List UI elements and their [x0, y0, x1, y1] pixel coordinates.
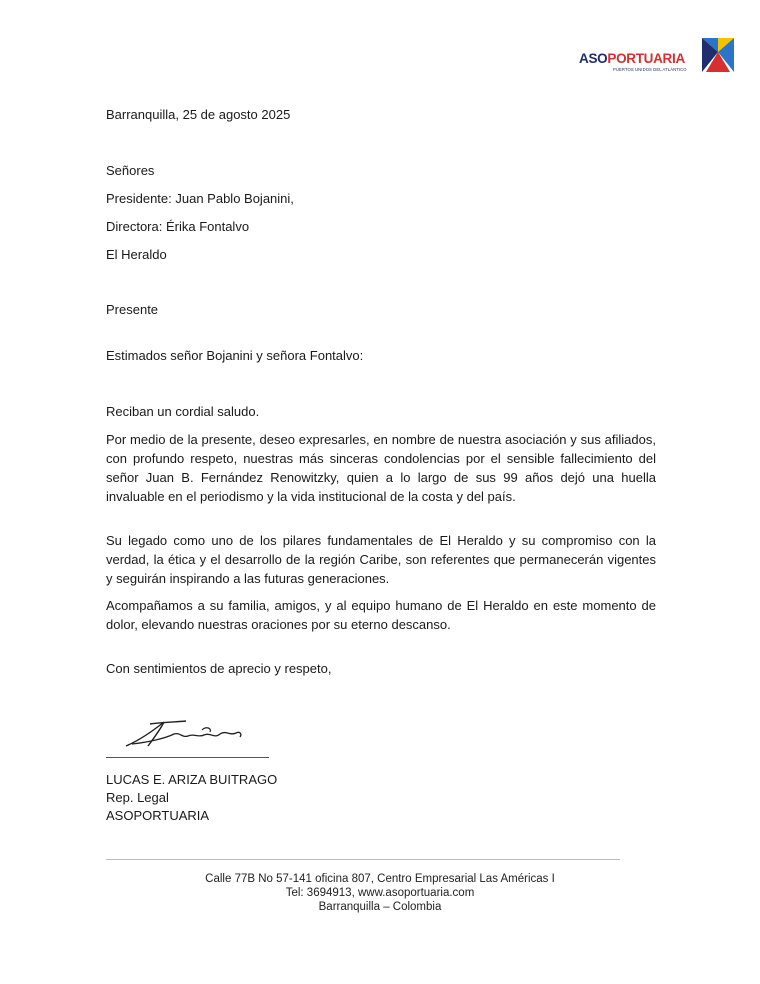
footer-city: Barranquilla – Colombia [318, 901, 442, 913]
signature-line [106, 757, 269, 758]
body-paragraph-condolences: Por medio de la presente, deseo expresarles, en nombre de nuestra asociación y sus afiliados, con profundo respeto, nuestras más sinceras condolencias por el sensible fallecimiento del señor Juan B. Fernández Renowitzky, quien a lo largo de sus 99 años dejó una huella invaluable en el periodismo y la vida institucional de la costa y del país. [106, 432, 656, 504]
recipient-president: Presidente: Juan Pablo Bojanini, [106, 191, 294, 206]
opening-line: Reciban un cordial saludo. [106, 404, 260, 419]
handwritten-signature [120, 716, 250, 750]
recipient-salutation: Señores [106, 163, 155, 178]
signer-title: Rep. Legal [106, 790, 169, 805]
presente-line: Presente [106, 302, 159, 317]
logo-tagline: PUERTOS UNIDOS DEL ATLÁNTICO [613, 67, 687, 72]
logo-wordmark-aso: ASO [579, 51, 608, 66]
recipient-director: Directora: Érika Fontalvo [106, 219, 250, 234]
body-paragraph-legacy: Su legado como uno de los pilares fundamentales de El Heraldo y su compromiso con la verdad, la ética y el desarrollo de la región Caribe, son referentes que permanecerán vigentes y seguirán inspirando a las futuras generaciones. [106, 533, 656, 586]
signer-organization: ASOPORTUARIA [106, 808, 210, 823]
recipient-organization: El Heraldo [106, 247, 167, 262]
logo-mark-icon [702, 38, 734, 72]
letter-date: Barranquilla, 25 de agosto 2025 [106, 107, 291, 122]
greeting-line: Estimados señor Bojanini y señora Fontalvo: [106, 348, 364, 363]
body-paragraph-support: Acompañamos a su familia, amigos, y al equipo humano de El Heraldo en este momento de dolor, elevando nuestras oraciones por su eterno descanso. [106, 598, 656, 632]
asoportuaria-logo [579, 38, 735, 74]
signer-name: LUCAS E. ARIZA BUITRAGO [106, 772, 278, 787]
logo-wordmark [579, 51, 685, 66]
logo-wordmark-portuaria: PORTUARIA [607, 51, 685, 66]
footer-address: Calle 77B No 57-141 oficina 807, Centro Empresarial Las Américas I [205, 873, 555, 885]
closing-line: Con sentimientos de aprecio y respeto, [106, 661, 332, 676]
footer-divider [106, 859, 620, 860]
footer-contact: Tel: 3694913, www.asoportuaria.com [285, 887, 475, 899]
